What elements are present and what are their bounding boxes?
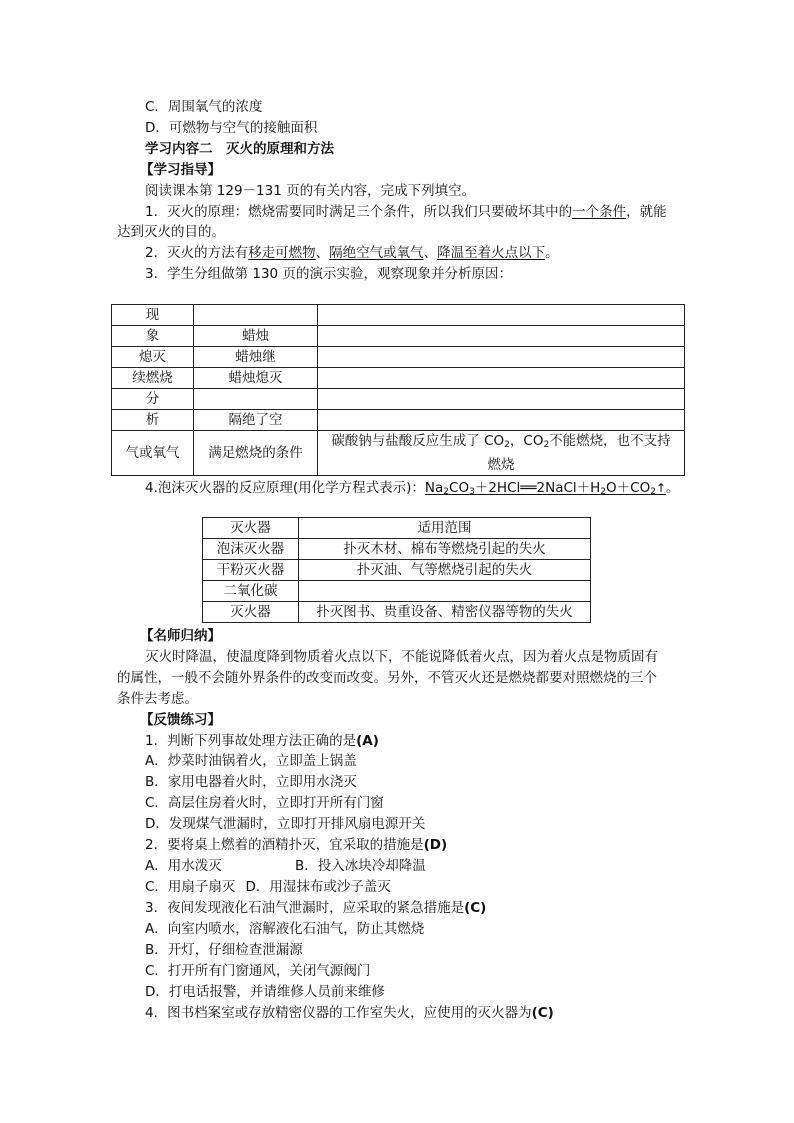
question-1-continuation: 达到灭火的目的。: [117, 224, 225, 240]
q1-answer: 一个条件: [572, 204, 627, 220]
option-d: D．发现煤气泄漏时，立即打开排风扇电源开关: [145, 816, 426, 832]
table-row: [203, 560, 591, 581]
option-a: A．向室内喷水，溶解液化石油气，防止其燃烧: [145, 921, 425, 937]
table-row: [112, 431, 685, 476]
eq-sub: 2: [443, 487, 450, 497]
table-row: [112, 389, 685, 410]
eq-o: O＋CO: [606, 480, 651, 496]
option-d-contact: D．可燃物与空气的接触面积: [145, 120, 318, 136]
analysis-text-3: 不能燃烧，也不支持: [549, 433, 671, 449]
analysis-sub-2: 2: [543, 440, 550, 450]
table-cell: 现: [112, 305, 194, 326]
eq-sub: 2: [650, 487, 656, 497]
q2-prefix: 2．灭火的方法有: [145, 245, 249, 261]
q2-answer-1: 移走可燃物: [248, 245, 316, 261]
question-text: 4．图书档案室或存放精密仪器的工作室失火，应使用的灭火器为: [145, 1005, 532, 1021]
table-cell: 干粉灭火器: [203, 560, 299, 581]
option-c: C．高层住房着火时，立即打开所有门窗: [145, 795, 384, 811]
summary-line-1: 灭火时降温，使温度降到物质着火点以下，不能说降低着火点，因为着火点是物质固有: [145, 649, 658, 665]
table-cell: 隔绝了空: [194, 410, 318, 431]
option-a: A．用水泼灭: [145, 858, 222, 874]
table-cell: [299, 581, 591, 602]
table-cell: [318, 305, 685, 326]
table-row: [112, 410, 685, 431]
answer-label: (A): [356, 733, 379, 749]
option-c: C．用扇子扇灭: [145, 879, 236, 895]
table-header-row: [203, 518, 591, 539]
question-text: 2．要将桌上燃着的酒精扑灭，宜采取的措施是: [145, 837, 424, 853]
table-row: [112, 368, 685, 389]
experiment-table: [111, 304, 685, 476]
table-row: [203, 602, 591, 623]
analysis-text-2: ，CO: [509, 433, 544, 449]
option-b: B．投入冰块冷却降温: [295, 858, 426, 874]
analysis-line-1: [322, 431, 680, 455]
table-cell: 扑灭木材、棉布等燃烧引起的失火: [299, 539, 591, 560]
summary-line-3: 条件去考虑。: [117, 691, 198, 707]
table-cell: 分: [112, 389, 194, 410]
question-text: 3．夜间发现液化石油气泄漏时，应采取的紧急措施是: [145, 900, 465, 916]
option-b: B．开灯，仔细检查泄漏源: [145, 942, 303, 958]
analysis-cell: [318, 431, 685, 476]
table-header-cell: 适用范围: [299, 518, 591, 539]
question-4-equation: [145, 478, 680, 502]
answer-label: (D): [423, 837, 448, 853]
analysis-line-2: 燃烧: [487, 457, 515, 473]
eq-mid: ＋2HCl══2NaCl＋H: [474, 480, 601, 496]
q4-end: 。: [666, 480, 680, 496]
read-instruction: 阅读课本第 129－131 页的有关内容，完成下列填空。: [145, 183, 476, 199]
question-3-experiment: 3．学生分组做第 130 页的演示实验，观察现象并分析原因：: [145, 266, 512, 282]
table-cell: [318, 368, 685, 389]
table-cell: [318, 410, 685, 431]
section-title: 学习内容二 灭火的原理和方法: [145, 141, 334, 157]
feedback-heading: 【反馈练习】: [140, 712, 221, 728]
analysis-sub-1: 2: [504, 440, 510, 450]
option-c-d-row: [145, 877, 391, 897]
table-row: [112, 326, 685, 347]
table-cell: 续燃烧: [112, 368, 194, 389]
table-cell: 蜡烛继: [194, 347, 318, 368]
table-cell: 蜡烛熄灭: [194, 368, 318, 389]
table-cell: 析: [112, 410, 194, 431]
question-text: 1．判断下列事故处理方法正确的是: [145, 733, 357, 749]
option-c: C．打开所有门窗通风，关闭气源阀门: [145, 963, 371, 979]
eq-na: Na: [424, 480, 444, 496]
table-row: [203, 581, 591, 602]
eq-co: CO: [449, 480, 470, 496]
table-row: [112, 347, 685, 368]
q2-answer-2: 隔绝空气或氧气: [329, 245, 424, 261]
feedback-question-1: [145, 731, 379, 751]
eq-sub: 2: [600, 487, 607, 497]
gas-arrow: ↑: [655, 481, 667, 495]
chemical-equation: [425, 480, 666, 496]
table-cell: 熄灭: [112, 347, 194, 368]
table-cell: [318, 326, 685, 347]
table-cell: [194, 389, 318, 410]
table-header-cell: 灭火器: [203, 518, 299, 539]
q2-sep-2: 、: [423, 245, 438, 261]
q1-text-2: ，就能: [626, 204, 667, 220]
eq-sub: 3: [469, 487, 475, 497]
option-d: D．打电话报警，并请维修人员前来维修: [145, 984, 385, 1000]
q2-end: 。: [545, 245, 559, 261]
table-cell: 满足燃烧的条件: [194, 431, 318, 476]
feedback-question-3: [145, 898, 486, 918]
option-d: D．用湿抹布或沙子盖灭: [245, 879, 391, 895]
summary-line-2: 的属性，一般不会随外界条件的改变而改变。另外，不管灭火还是燃烧都要对照燃烧的三个: [117, 670, 657, 686]
table-cell: 象: [112, 326, 194, 347]
feedback-question-2: [145, 835, 447, 855]
feedback-question-4: [145, 1003, 554, 1023]
q2-sep-1: 、: [315, 245, 330, 261]
table-row: [112, 305, 685, 326]
option-b: B．家用电器着火时，立即用水浇灭: [145, 774, 357, 790]
table-cell: 扑灭油、气等燃烧引起的失火: [299, 560, 591, 581]
option-a: A．炒菜时油锅着火，立即盖上锅盖: [145, 753, 357, 769]
extinguisher-table: [202, 517, 591, 623]
option-c-concentration: C．周围氧气的浓度: [145, 99, 263, 115]
table-cell: [318, 389, 685, 410]
table-cell: 蜡烛: [194, 326, 318, 347]
question-1-principle: [145, 202, 667, 222]
table-cell: 二氧化碳: [203, 581, 299, 602]
table-cell: 气或氧气: [112, 431, 194, 476]
table-cell: 扑灭图书、贵重设备、精密仪器等物的失火: [299, 602, 591, 623]
table-cell: [318, 347, 685, 368]
table-row: [203, 539, 591, 560]
guide-heading: 【学习指导】: [140, 162, 221, 178]
table-cell: 灭火器: [203, 602, 299, 623]
q1-text-1: 1．灭火的原理：燃烧需要同时满足三个条件，所以我们只要破坏其中的: [145, 204, 573, 220]
table-cell: [194, 305, 318, 326]
answer-label: (C): [531, 1005, 554, 1021]
table-cell: 泡沫灭火器: [203, 539, 299, 560]
question-2-methods: [145, 243, 559, 263]
q4-prefix: 4.泡沫灭火器的反应原理(用化学方程式表示)：: [145, 480, 425, 496]
q2-answer-3: 降温至着火点以下: [437, 245, 546, 261]
summary-heading: 【名师归纳】: [140, 628, 221, 644]
answer-label: (C): [464, 900, 487, 916]
analysis-text-1: 碳酸钠与盐酸反应生成了 CO: [331, 433, 505, 449]
